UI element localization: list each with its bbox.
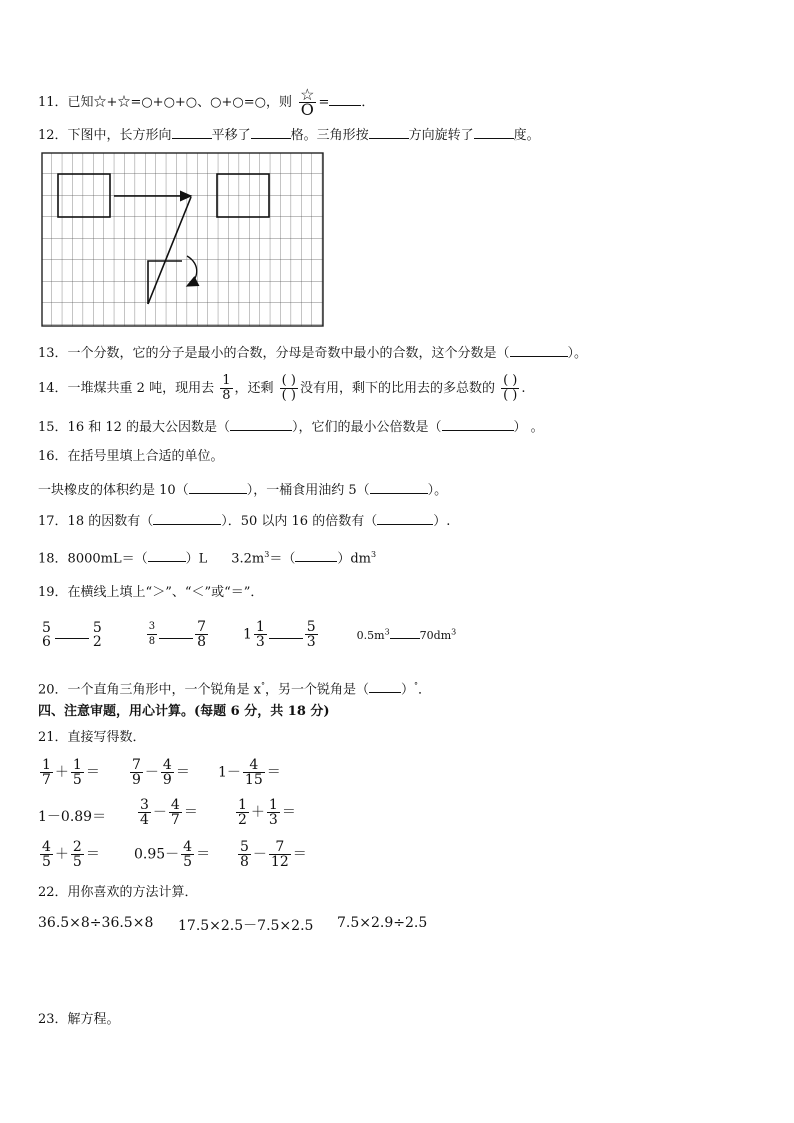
q19-b-blank[interactable] (159, 624, 193, 639)
q18-text-1: 18．8000mL＝（ (38, 551, 148, 567)
minus-sign: － (252, 846, 267, 863)
equals-sign: ＝ (85, 846, 100, 863)
q19-c-right (305, 620, 318, 649)
q21-expr-2 (128, 758, 190, 787)
equals-sign: = (318, 95, 330, 110)
frac-den: 4 (140, 812, 149, 828)
q19-d-blank[interactable] (390, 624, 420, 639)
q17-text-1: 17．18 的因数有（ (38, 514, 154, 529)
q21-expr-8 (134, 840, 210, 869)
cube-superscript: 3 (371, 550, 377, 559)
frac-den: 8 (222, 388, 231, 403)
q14-text-1: 14．一堆煤共重 2 吨，现用去 (38, 381, 215, 396)
q21-expr-7 (38, 840, 100, 869)
q16-oil-unit-blank[interactable] (370, 479, 428, 494)
frac-den: 5 (72, 772, 82, 788)
q17-factors-blank[interactable] (153, 510, 221, 525)
q12-blank-rotation-direction[interactable] (369, 124, 409, 139)
frac-den: 7 (42, 772, 51, 788)
q17-text-2: ）．50 以内 16 的倍数有（ (221, 514, 378, 529)
expr-text: 36.5×8÷36.5×8 (38, 915, 154, 931)
q12-blank-degrees[interactable] (474, 124, 514, 139)
q14-text-2: ，还剩 (234, 381, 274, 396)
frac-num: 1 (255, 619, 265, 635)
question-19-title (38, 584, 263, 602)
q18-text-5: ）dm (337, 551, 372, 567)
q13-text: 13．一个分数，它的分子是最小的合数，分母是奇数中最小的合数，这个分数是（ (38, 346, 510, 361)
frac-num: 5 (240, 839, 249, 855)
frac-den: 8 (240, 854, 249, 870)
section-4-heading (38, 703, 330, 721)
q22-title: 22．用你喜欢的方法计算． (38, 885, 198, 900)
q18-dm3-blank[interactable] (295, 547, 337, 562)
frac-num: 5 (92, 619, 102, 636)
q18-liters-blank[interactable] (148, 547, 186, 562)
question-16-body (38, 479, 447, 500)
q16-eraser-unit-blank[interactable] (189, 479, 247, 494)
section-4-title: 四、注意审题，用心计算。(每题 6 分，共 18 分) (38, 704, 330, 719)
q19-b-right (195, 620, 208, 649)
q17-multiples-blank[interactable] (377, 510, 433, 525)
q11-end: ． (361, 95, 375, 110)
q21-expr-4 (38, 806, 106, 826)
question-22-title (38, 884, 198, 902)
frac-den: 8 (148, 636, 156, 647)
frac-den: 8 (197, 634, 207, 650)
q20-text-4: ． (418, 682, 432, 698)
q14-fraction-left[interactable] (280, 374, 298, 403)
equals-sign: ＝ (281, 804, 296, 821)
frac-den: ( ) (281, 388, 296, 403)
question-13 (38, 342, 587, 363)
q22-expr-1 (38, 915, 153, 931)
plus-sign: ＋ (54, 846, 69, 863)
question-23-title (38, 1011, 120, 1029)
frac-den: 9 (162, 772, 172, 788)
q18-text-2: ）L (185, 551, 208, 567)
frac-num: 5 (306, 619, 316, 635)
grid-background (42, 153, 323, 326)
q11-answer-blank[interactable] (329, 91, 361, 106)
q22-expr-2 (178, 915, 313, 935)
frac-num: 1 (72, 757, 82, 773)
question-12 (38, 124, 540, 145)
q19-a-right (91, 621, 104, 649)
question-11 (38, 85, 375, 119)
plus-sign: ＋ (250, 804, 265, 821)
question-17 (38, 510, 450, 531)
frac-den: 3 (268, 812, 278, 828)
q14-text-3: 没有用，剩下的比用去的多总数的 (299, 381, 495, 396)
question-15 (38, 416, 544, 437)
frac-den: 6 (42, 633, 51, 650)
frac-num: 7 (132, 757, 141, 773)
frac-num: 5 (42, 619, 51, 636)
q20-text-2: ，另一个锐角是（ (265, 682, 370, 698)
expr-prefix: 1－ (218, 764, 241, 781)
cube-superscript: 3 (451, 626, 457, 636)
q15-lcm-blank[interactable] (442, 416, 514, 431)
frac-num: 3 (140, 797, 149, 813)
expr-text: 7.5×2.9÷2.5 (337, 915, 428, 931)
q12-text-4: 方向旋转了 (408, 128, 474, 143)
question-20 (38, 677, 431, 699)
q11-number: 11 (38, 95, 55, 110)
cube-superscript: 3 (384, 626, 390, 636)
equals-sign: ＝ (196, 846, 211, 863)
star-symbol: ☆ (300, 85, 315, 104)
minus-sign: － (152, 804, 167, 821)
frac-num: 4 (42, 839, 51, 855)
q16-title: 16．在括号里填上合适的单位。 (38, 449, 224, 464)
frac-num: 7 (197, 619, 207, 635)
frac-den: 7 (170, 812, 180, 828)
expr-text: 17.5×2.5－7.5×2.5 (178, 918, 314, 934)
q19-c-left (254, 620, 267, 649)
frac-num: 1 (42, 757, 51, 773)
expr-text: 1－0.89＝ (38, 809, 107, 825)
q12-text-5: 度。 (513, 128, 540, 143)
question-19-body (38, 620, 456, 649)
q19-title: 19．在横线上填上“＞”、“＜”或“＝”． (38, 585, 264, 600)
equals-sign: ＝ (292, 846, 307, 863)
q21-expr-9 (236, 840, 307, 869)
q19-a-left (40, 621, 53, 649)
q12-blank-cells[interactable] (251, 124, 291, 139)
frac-den: 3 (306, 634, 316, 650)
q12-blank-direction[interactable] (172, 124, 212, 139)
q20-text-3: ） (401, 682, 415, 698)
frac-den: 2 (238, 812, 247, 828)
equals-sign: ＝ (183, 804, 198, 821)
frac-den: 9 (132, 772, 141, 788)
q19-b-left (147, 620, 157, 649)
frac-den: ( ) (503, 388, 518, 403)
q16-text-1: 一块橡皮的体积约是 10（ (38, 483, 189, 498)
q11-fraction (298, 85, 316, 119)
frac-num: 1 (222, 373, 231, 388)
q19-c-blank[interactable] (269, 624, 303, 639)
frac-den: 5 (72, 854, 82, 870)
frac-num: ( ) (281, 373, 296, 388)
q18-text-3: 3.2m (231, 551, 265, 567)
q19-a-blank[interactable] (55, 624, 89, 639)
frac-den: 12 (270, 854, 289, 870)
frac-den: 2 (92, 633, 102, 650)
q16-text-2: ），一桶食用油约 5（ (246, 483, 370, 498)
question-14 (38, 374, 526, 403)
equals-sign: ＝ (85, 764, 100, 781)
degree-symbol: ° (414, 681, 419, 690)
q20-text-1: 20．一个直角三角形中，一个锐角是 x (38, 682, 262, 698)
frac-den: 5 (42, 854, 51, 870)
q12-text-3: 格。三角形按 (290, 128, 369, 143)
q17-text-3: ）. (433, 514, 451, 529)
q13-answer-blank[interactable] (510, 342, 568, 357)
q12-text-2: 平移了 (211, 128, 251, 143)
expr-prefix: 0.95－ (134, 846, 180, 863)
q14-fraction-difference[interactable] (501, 374, 519, 403)
q13-end: ）。 (567, 346, 588, 361)
frac-num: 4 (249, 757, 259, 773)
frac-num: 2 (72, 839, 82, 855)
q19-c-whole: 1 (242, 626, 252, 643)
q14-fraction-used (220, 374, 232, 403)
q21-expr-6 (234, 798, 296, 827)
q18-text-4: ＝（ (269, 551, 296, 567)
q21-title: 21．直接写得数． (38, 730, 146, 745)
circle-symbol: O (300, 100, 314, 119)
q19-d-right: 70dm (419, 628, 452, 642)
frac-den: 15 (244, 772, 263, 788)
q21-expr-3 (218, 758, 281, 787)
q19-d-left: 0.5m (356, 628, 385, 642)
plus-sign: ＋ (54, 764, 69, 781)
equals-sign: ＝ (175, 764, 190, 781)
q11-text: ．已知☆+☆=○+○+○、○+○=○，则 (54, 95, 292, 110)
q23-title: 23．解方程。 (38, 1012, 120, 1027)
q21-expr-5 (136, 798, 198, 827)
frac-num: 1 (268, 797, 278, 813)
frac-num: 3 (148, 621, 156, 632)
q15-text-2: ），它们的最小公倍数是（ (292, 420, 442, 435)
grid-svg (41, 152, 325, 328)
equals-sign: ＝ (266, 764, 281, 781)
q15-gcd-blank[interactable] (230, 416, 292, 431)
question-21-title (38, 729, 146, 747)
q15-text-3: ） 。 (513, 420, 544, 435)
frac-num: 1 (238, 797, 247, 813)
frac-num: 4 (170, 797, 180, 813)
frac-num: 4 (183, 839, 193, 855)
cube-superscript: 3 (264, 550, 270, 559)
q12-text-1: ．下图中，长方形向 (54, 128, 172, 143)
minus-sign: － (144, 764, 159, 781)
degree-symbol: ° (261, 681, 266, 690)
q16-text-3: ）。 (427, 483, 448, 498)
question-18 (38, 546, 376, 568)
frac-num: 7 (275, 839, 285, 855)
frac-num: 4 (162, 757, 172, 773)
q14-end: . (521, 381, 526, 396)
q20-angle-blank[interactable] (369, 678, 401, 693)
frac-den: 5 (183, 854, 193, 870)
question-16-title (38, 448, 224, 466)
grid-figure (41, 152, 325, 332)
frac-den: 3 (255, 634, 265, 650)
q22-expr-3 (337, 915, 427, 931)
frac-num: ( ) (503, 373, 518, 388)
q15-text-1: 15．16 和 12 的最大公因数是（ (38, 420, 231, 435)
q21-expr-1 (38, 758, 100, 787)
q12-number: 12 (38, 128, 55, 143)
